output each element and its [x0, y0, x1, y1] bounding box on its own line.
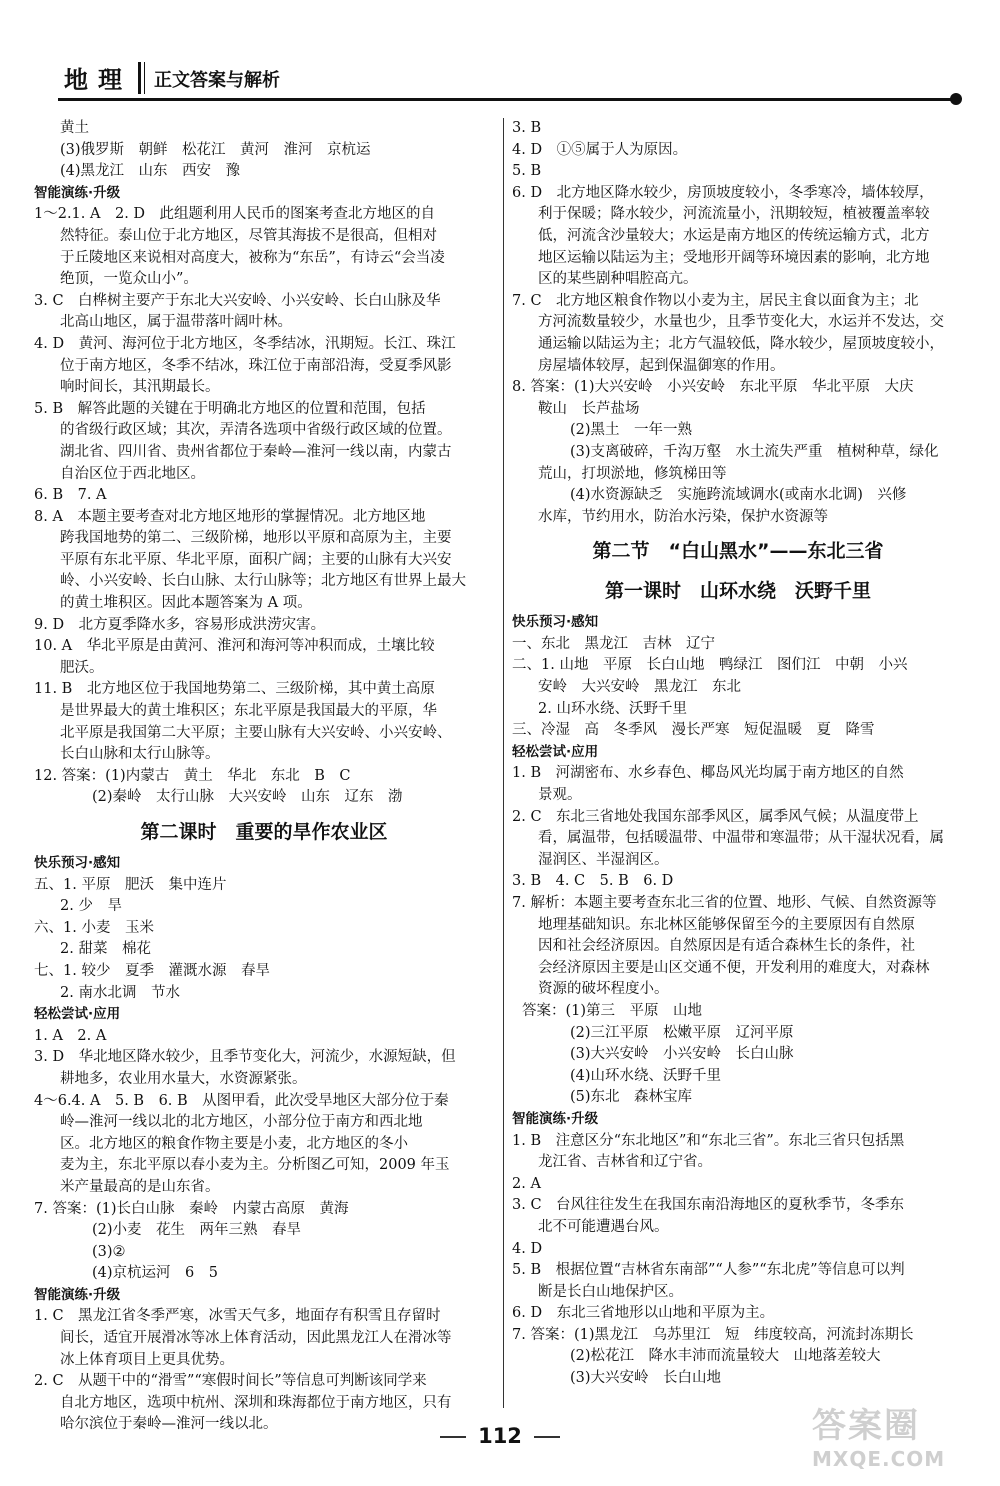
page-header	[58, 58, 964, 104]
answer-line: 米产量最高的是山东省。	[60, 1178, 220, 1195]
answer-line: 鞍山 长芦盐场	[538, 400, 640, 417]
answer-line: 7. 解析：本题主要考查东北三省的位置、地形、气候、自然资源等	[512, 895, 937, 911]
subsection-label: 智能演练·升级	[34, 1286, 121, 1303]
answer-line: (4)山环水绕、沃野千里	[570, 1067, 722, 1084]
answer-line: 6. B 7. A	[34, 487, 107, 504]
answer-line: 8. 答案：(1)大兴安岭 小兴安岭 东北平原 华北平原 大庆	[512, 379, 914, 396]
answer-line: 7. 答案：(1)长白山脉 秦岭 内蒙古高原 黄海	[34, 1200, 349, 1217]
answer-line: 3. C 台风往往发生在我国东南沿海地区的夏秋季节，冬季东	[512, 1197, 905, 1214]
answer-line: 6. D 北方地区降水较少，房顶坡度较小，冬季寒冷，墙体较厚，	[512, 184, 934, 201]
answer-line: 2. C 东北三省地处我国东部季风区，属季风气候；从温度带上	[512, 808, 919, 825]
answer-line: 4. D	[512, 1240, 543, 1257]
answer-line: 1. B 河湖密布、水乡春色、椰岛风光均属于南方地区的自然	[512, 765, 904, 782]
answer-line: 景观。	[538, 787, 582, 804]
answer-line: 2. A	[512, 1175, 541, 1192]
answer-line: 断是长白山地保护区。	[538, 1283, 683, 1300]
answer-line: 3. C 白桦树主要产于东北大兴安岭、小兴安岭、长白山脉及华	[34, 292, 441, 309]
answer-line: 会经济原因主要是山区交通不便，开发利用的难度大，对森林	[538, 959, 930, 976]
answer-line: 荒山，打坝淤地，修筑梯田等	[538, 465, 727, 482]
answer-line: 7. 答案：(1)黑龙江 乌苏里江 短 纬度较高，河流封冻期长	[512, 1326, 914, 1343]
answer-line: (4)京杭运河 6 5	[92, 1265, 218, 1282]
answer-line: 北高山地区，属于温带落叶阔叶林。	[60, 314, 292, 331]
answer-line: (3)支离破碎，千沟万壑 水土流失严重 植树种草，绿化	[570, 443, 939, 460]
answer-line: (3)俄罗斯 朝鲜 松花江 黄河 淮河 京杭运	[60, 141, 371, 158]
answer-line: 地区运输以陆运为主；受地形开阔等环境因素的影响，北方地	[538, 249, 930, 266]
answer-line: (2)松花江 降水丰沛而流量较大 山地落差较大	[570, 1348, 881, 1365]
section-heading: 第二节 “白山黑水”——东北三省	[592, 540, 884, 563]
answer-line: 8. A 本题主要考查对北方地区地形的掌握情况。北方地区地	[34, 508, 426, 525]
answer-line: 二、1. 山地 平原 长白山地 鸭绿江 图们江 中朝 小兴	[512, 657, 908, 674]
subsection-label: 智能演练·升级	[512, 1110, 599, 1127]
answer-line: (2)黑土 一年一熟	[570, 422, 693, 439]
answer-line: 间长，适宜开展滑冰等冰上体育活动，因此黑龙江人在滑冰等	[60, 1330, 452, 1347]
answer-line: 的黄土堆积区。因此本题答案为 A 项。	[60, 595, 312, 612]
section-heading: 第一课时 山环水绕 沃野千里	[604, 580, 871, 603]
answer-line: 响时间长，其汛期最长。	[60, 379, 220, 396]
answer-line: 跨我国地势的第二、三级阶梯，地形以平原和高原为主，主要	[60, 530, 452, 547]
answer-line: 9. D 北方夏季降水多，容易形成洪涝灾害。	[34, 616, 326, 633]
answer-line: 湿润区、半湿润区。	[538, 851, 669, 868]
answer-line: 安岭 大兴安岭 黑龙江 东北	[538, 679, 741, 696]
answer-line: 一、东北 黑龙江 吉林 辽宁	[512, 635, 715, 652]
subsection-label: 轻松尝试·应用	[512, 743, 599, 760]
answer-line: 龙江省、吉林省和辽宁省。	[538, 1154, 712, 1171]
answer-line: 麦为主，东北平原以春小麦为主。分析图乙可知，2009 年玉	[60, 1157, 450, 1174]
answer-line: 看，属温带，包括暖温带、中温带和寒温带；从干湿状况看，属	[538, 830, 944, 847]
page-number-dash-left	[440, 1436, 466, 1438]
answer-line: 1. A 2. A	[34, 1027, 107, 1044]
answer-line: 肥沃。	[60, 659, 104, 676]
answer-line: 的省级行政区域；其次，弄清各选项中省级行政区域的位置。	[60, 422, 452, 439]
column-divider	[503, 118, 504, 1408]
answer-line: 4. D 黄河、海河位于北方地区，冬季结冰，汛期短。长江、珠江	[34, 335, 456, 352]
subsection-label: 快乐预习·感知	[34, 855, 121, 871]
left-column	[34, 118, 494, 1436]
answer-line: 1～2.1. A 2. D 此组题利用人民币的图案考查北方地区的自	[34, 206, 436, 223]
answer-line: 利于保暖；降水较少，河流流量小，汛期较短，植被覆盖率较	[538, 206, 930, 223]
answer-line: 房屋墙体较厚，起到保温御寒的作用。	[538, 357, 785, 374]
answer-line: 4～6.4. A 5. B 6. B 从图甲看，此次受旱地区大部分位于秦	[34, 1092, 449, 1109]
subject-title: 地理	[64, 66, 132, 94]
watermark-logo	[812, 1398, 972, 1476]
answer-line: 然特征。泰山位于北方地区，尽管其海拔不是很高，但相对	[60, 227, 437, 244]
answer-line: 5. B 根据位置“吉林省东南部”“人参”“东北虎”等信息可以判	[512, 1262, 905, 1279]
answer-line: 5. B 解答此题的关键在于明确北方地区的位置和范围，包括	[34, 400, 426, 417]
section-title: 正文答案与解析	[154, 70, 280, 91]
answer-line: (2)三江平原 松嫩平原 辽河平原	[570, 1024, 794, 1041]
answer-line: 区的某些剧种唱腔高亢。	[538, 271, 698, 288]
header-rule	[58, 98, 956, 101]
answer-line: 黄土	[60, 120, 89, 136]
watermark-url: MXQE.COM	[812, 1447, 946, 1471]
answer-line: 方河流数量较少，水量也少，且季节变化大，水运并不发达，交	[538, 314, 944, 331]
answer-line: 地理基础知识。东北林区能够保留至今的主要原因有自然原	[538, 916, 915, 933]
answer-line: 11. B 北方地区位于我国地势第二、三级阶梯，其中黄土高原	[34, 681, 435, 698]
section-heading: 第二课时 重要的旱作农业区	[140, 821, 388, 843]
answer-line: 岭—淮河一线以北的北方地区，小部分位于南方和西北地	[60, 1114, 423, 1131]
answer-line: 绝顶，一览众山小”。	[60, 271, 198, 288]
answer-line: 冰上体育项目上更具优势。	[60, 1351, 234, 1368]
answer-line: 4. D ①⑤属于人为原因。	[512, 141, 688, 158]
answer-line: 5. B	[512, 163, 542, 180]
answer-line: 2. 甜菜 棉花	[60, 941, 151, 958]
answer-line: 2. 山环水绕、沃野千里	[538, 700, 687, 717]
header-divider-thin	[144, 62, 145, 94]
answer-line: 五、1. 平原 肥沃 集中连片	[34, 876, 227, 893]
answer-line: 耕地多，农业用水量大，水资源紧张。	[60, 1070, 307, 1087]
answer-line: 3. B 4. C 5. B 6. D	[512, 873, 674, 890]
answer-line: 2. 少 旱	[60, 898, 122, 915]
answer-line: 位于南方地区，冬季不结冰，珠江位于南部沿海，受夏季风影	[60, 357, 452, 374]
answer-line: 6. D 东北三省地形以山地和平原为主。	[512, 1305, 775, 1322]
answer-line: 区。北方地区的粮食作物主要是小麦，北方地区的冬小	[60, 1135, 408, 1152]
answer-line: 1. B 注意区分“东北地区”和“东北三省”。东北三省只包括黑	[512, 1132, 905, 1149]
page-number-dash-right	[534, 1436, 560, 1438]
answer-line: 是世界最大的黄土堆积区；东北平原是我国最大的平原，华	[60, 703, 437, 720]
answer-line: 三、冷湿 高 冬季风 漫长严寒 短促温暖 夏 降雪	[512, 722, 875, 739]
answer-line: (2)小麦 花生 两年三熟 春旱	[92, 1222, 302, 1239]
answer-line: 七、1. 较少 夏季 灌溉水源 春旱	[34, 962, 270, 979]
answer-line: 平原有东北平原、华北平原，面积广阔；主要的山脉有大兴安	[60, 551, 452, 568]
answer-line: 水库，节约用水，防治水污染，保护水资源等	[538, 508, 828, 525]
right-column	[512, 118, 964, 1390]
answer-line: 3. D 华北地区降水较少，且季节变化大，河流少，水源短缺，但	[34, 1049, 456, 1066]
answer-line: 北不可能遭遇台风。	[538, 1218, 669, 1235]
answer-line: 自北方地区，选项中杭州、深圳和珠海都位于南方地区，只有	[60, 1394, 452, 1411]
page-number-text: 112	[478, 1424, 522, 1448]
answer-line: 于丘陵地区来说相对高度大，被称为“东岳”，有诗云“会当凌	[60, 249, 445, 266]
answer-line: (2)秦岭 太行山脉 大兴安岭 山东 辽东 渤	[92, 789, 403, 806]
answer-line: 2. 南水北调 节水	[60, 984, 180, 1001]
answer-line: 哈尔滨位于秦岭—淮河一线以北。	[60, 1416, 278, 1433]
answer-line: (3)大兴安岭 长白山地	[570, 1370, 722, 1387]
answer-line: (5)东北 森林宝库	[570, 1089, 693, 1106]
answer-line: 1. C 黑龙江省冬季严寒，冰雪天气多，地面存有积雪且存留时	[34, 1308, 441, 1325]
answer-line: 12. 答案：(1)内蒙古 黄土 华北 东北 B C	[34, 767, 351, 784]
header-divider	[138, 62, 141, 94]
subsection-label: 智能演练·升级	[34, 184, 121, 201]
answer-line: 通运输以陆运为主；北方气温较低，降水较少，屋顶坡度较小，	[538, 335, 944, 352]
answer-line: (3)大兴安岭 小兴安岭 长白山脉	[570, 1046, 794, 1063]
answer-line: 北平原是我国第二大平原；主要山脉有大兴安岭、小兴安岭、	[60, 724, 452, 741]
answer-line: 因和社会经济原因。自然原因是有适合森林生长的条件，社	[538, 938, 915, 955]
subsection-label: 快乐预习·感知	[512, 614, 599, 631]
watermark-text: 答案圈	[812, 1406, 920, 1446]
subsection-label: 轻松尝试·应用	[34, 1006, 121, 1023]
answer-line: 答案：(1)第三 平原 山地	[522, 1002, 703, 1019]
answer-line: (3)②	[92, 1243, 126, 1260]
answer-line: 长白山脉和太行山脉等。	[60, 746, 220, 763]
answer-line: 资源的破坏程度小。	[538, 981, 669, 998]
answer-line: 岭、小兴安岭、长白山脉、太行山脉等；北方地区有世界上最大	[60, 573, 466, 590]
answer-line: 六、1. 小麦 玉米	[34, 919, 154, 936]
answer-line: 自治区位于西北地区。	[60, 465, 205, 482]
answer-line: (4)水资源缺乏 实施跨流域调水(或南水北调) 兴修	[570, 487, 907, 504]
answer-line: 湖北省、四川省、贵州省都位于秦岭—淮河一线以南，内蒙古	[60, 443, 452, 460]
answer-line: 7. C 北方地区粮食作物以小麦为主，居民主食以面食为主；北	[512, 292, 919, 309]
answer-line: 10. A 华北平原是由黄河、淮河和海河等冲积而成，土壤比较	[34, 638, 435, 655]
answer-line: 2. C 从题干中的“滑雪”“寒假时间长”等信息可判断该同学来	[34, 1373, 427, 1390]
answer-line: (4)黑龙江 山东 西安 豫	[60, 163, 241, 180]
answer-line: 低，河流含沙量较大；水运是南方地区的传统运输方式，北方	[538, 227, 930, 244]
answer-line: 3. B	[512, 120, 542, 136]
header-rule-dot	[950, 93, 962, 105]
